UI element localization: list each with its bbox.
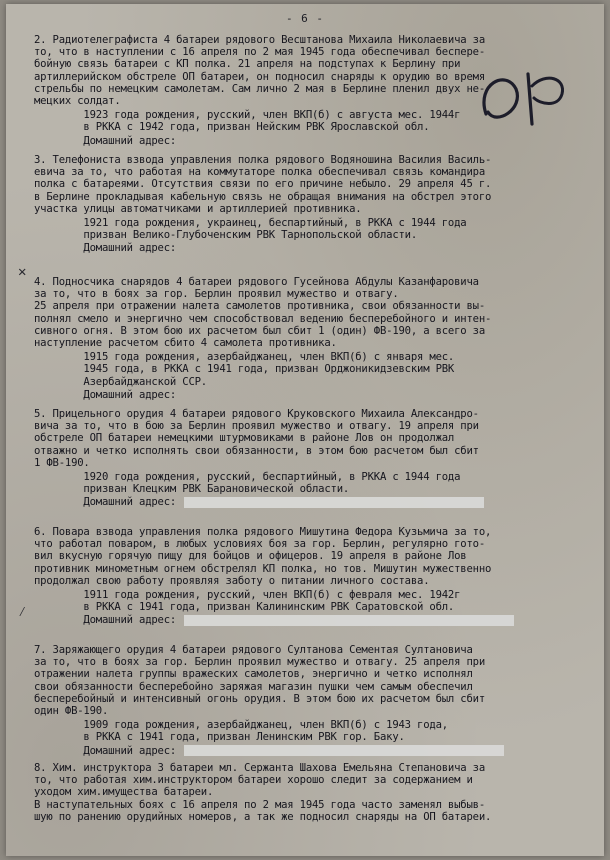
entry-details: 1909 года рождения, азербайджанец, член ВКП(б) с 1943 года, в РККА с 1941 года, призван Ленинским РВК гор. Баку. — [83, 719, 448, 744]
entry-text: 6. Повара взвода управления полка рядового Мишутина Федора Кузьмича за то, что работал поваром, в любых условиях боя за гор. Берлин, регулярно гото- вил вкусную горячую пищу для бойцов и офицеров. 19 апреля в районе Лов противник минометным огнем обстрелял КП полка, но тов. Мишутин мужественно продолжал свою работу проявляя заботу о питании личного состава. — [34, 526, 492, 587]
entry-text: 8. Хим. инструктора 3 батареи мл. Сержанта Шахова Емельяна Степановича за то, что работая хим.инструктором батареи хорошо следит за содержанием и уходом хим.имущества батареи. В наступательных боях с 16 апреля по 2 мая 1945 года часто заменял выбыв- шую по ранению орудийных номеров, а так же подносил снаряды на ОП батареи. — [34, 762, 492, 823]
award-entry — [34, 408, 590, 508]
redacted-address — [184, 497, 484, 508]
entry-details: 1921 года рождения, украинец, беспартийный, в РККА с 1944 года призван Велико-Глубоченским РВК Тарнопольской области. — [83, 217, 467, 242]
address-label: Домашний адрес: — [34, 744, 177, 757]
award-entry — [34, 644, 590, 757]
address-row — [34, 389, 590, 401]
entry-details: 1923 года рождения, русский, член ВКП(б) с августа мес. 1944г в РККА с 1942 года, призван Нейским РВК Ярославской обл. — [83, 109, 461, 134]
address-label: Домашний адрес: — [34, 614, 177, 627]
address-label: Домашний адрес: — [34, 134, 177, 147]
address-row — [34, 614, 590, 626]
address-row — [34, 496, 590, 508]
redacted-address — [184, 745, 504, 756]
address-row — [34, 242, 590, 254]
page-number: - 6 - — [285, 12, 325, 25]
award-entry — [34, 154, 590, 254]
check-mark-icon: ⁄ — [18, 604, 27, 620]
address-label: Домашний адрес: — [34, 388, 177, 401]
entry-text: 7. Заряжающего орудия 4 батареи рядового Султанова Сементая Султановича за то, что в боях за гор. Берлин проявил мужество и отвагу. 25 апреля при отражении налета группы вражеских самолетов, энергично и четко исполнял свои обязанности бесперебойно заряжая магазин пушки чем самым обеспечил бесперебойный и интенсивный огонь орудия. В этом бою их расчетом был сбит один ФВ-190. — [34, 644, 485, 718]
entry-text: 2. Радиотелеграфиста 4 батареи рядового Весштанова Михаила Николаевича за то, что в наступлении с 16 апреля по 2 мая 1945 года обеспечивал беспере- бойную связь батареи с КП полка. 21 апреля на подступах к Берлину при артиллерийском обстреле ОП батареи, он подносил снаряды к орудию во время стрельбы по немецким самолетам. Сам лично 2 мая в Берлине пленил двух не- мецких солдат. — [34, 34, 485, 108]
entry-details: 1915 года рождения, азербайджанец, член ВКП(б) с января мес. 1945 года, в РККА с 1941 года, призван Орджоникидзевским РВК Азербайджанской ССР. — [83, 351, 455, 388]
award-entry — [34, 34, 590, 147]
redacted-address — [184, 615, 514, 626]
document-page — [6, 4, 604, 856]
address-row — [34, 135, 590, 147]
address-row — [34, 745, 590, 757]
check-mark-icon: ✕ — [18, 264, 27, 280]
address-label: Домашний адрес: — [34, 242, 177, 255]
entry-text: 5. Прицельного орудия 4 батареи рядового Круковского Михаила Александро- вича за то, что в бою за Берлин проявил мужество и отвагу. 19 апреля при обстреле ОП батареи немецкими штурмовиками в районе Лов он продолжал отважно и четко исполнять свои обязанности, в этом бою расчетом был сбит 1 ФВ-190. — [34, 408, 479, 469]
address-label: Домашний адрес: — [34, 496, 177, 509]
entry-details: 1911 года рождения, русский, член ВКП(б) с февраля мес. 1942г в РККА с 1941 года, призван Калининским РВК Саратовской обл. — [83, 589, 461, 614]
award-entry — [34, 762, 590, 823]
award-entry — [34, 276, 590, 401]
entry-text: 3. Телефониста взвода управления полка рядового Водяношина Василия Василь- евича за то, что работая на коммутаторе полка обеспечивал связь командира полка с батареями. Отсутствия связи по его причине небыло. 29 апреля 45 г. в Берлине прокладывая кабельную связь не обращая внимания на обстрел этого участка улицы автоматчиками и артиллерией противника. — [34, 154, 492, 215]
entry-text: 4. Подносчика снарядов 4 батареи рядового Гусейнова Абдулы Казанфаровича за то, что в боях за гор. Берлин проявил мужество и отвагу. 25 апреля при отражении налета самолетов противника, свои обязанности вы- полнял смело и энергично чем способствовал ведению бесперебойного и интен- сивного огня. В этом бою их расчетом был сбит 1 (один) ФВ-190, а всего за наступление расчетом сбито 4 самолета противника. — [34, 276, 492, 350]
entry-details: 1920 года рождения, русский, беспартийный, в РККА с 1944 года призван Клецким РВК Барановической области. — [83, 471, 461, 496]
award-entry — [34, 526, 590, 626]
